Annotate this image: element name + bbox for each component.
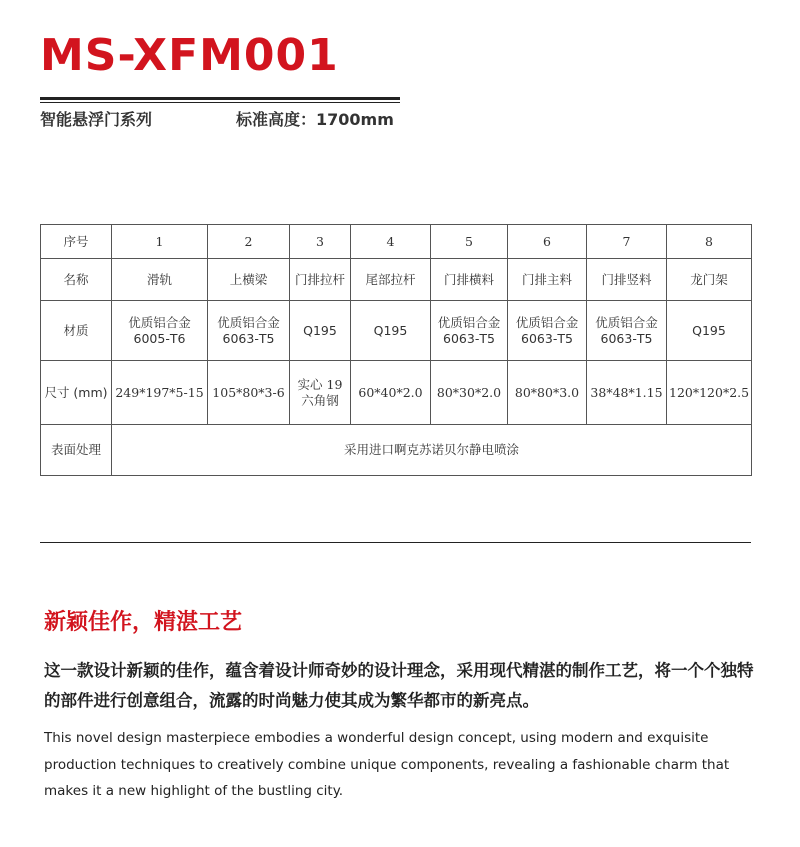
cell-number: 1	[112, 225, 208, 259]
row-header-number: 序号	[41, 225, 112, 259]
row-size	[41, 361, 752, 425]
cell-material: 优质铝合金 6063-T5	[508, 301, 587, 361]
cell-number: 4	[351, 225, 431, 259]
cell-number: 3	[290, 225, 351, 259]
cell-name: 门排拉杆	[290, 259, 351, 301]
description-english: This novel design masterpiece embodies a wonderful design concept, using modern and exquisite production techniques to creatively combine unique components, revealing a fashionable charm that makes it a new highlight of the bustling city.	[44, 730, 730, 799]
section-divider	[40, 542, 751, 543]
cell-number: 2	[208, 225, 290, 259]
cell-size: 80*30*2.0	[431, 361, 508, 425]
cell-name: 尾部拉杆	[351, 259, 431, 301]
cell-size: 249*197*5-15	[112, 361, 208, 425]
feature-slogan: 新颖佳作，精湛工艺	[44, 610, 243, 635]
title-underline-thick	[40, 97, 400, 100]
cell-material: Q195	[667, 301, 752, 361]
cell-material: 优质铝合金 6063-T5	[208, 301, 290, 361]
standard-height: 标准高度：1700mm	[236, 110, 394, 129]
cell-material: 优质铝合金 6005-T6	[112, 301, 208, 361]
cell-size: 38*48*1.15	[587, 361, 667, 425]
cell-name: 门排竖料	[587, 259, 667, 301]
title-underline-thin	[40, 102, 400, 103]
cell-size: 60*40*2.0	[351, 361, 431, 425]
spec-table	[40, 224, 752, 476]
row-name	[41, 259, 752, 301]
row-surface	[41, 425, 752, 476]
cell-number: 5	[431, 225, 508, 259]
product-subtitle	[40, 107, 394, 130]
cell-number: 8	[667, 225, 752, 259]
cell-name: 龙门架	[667, 259, 752, 301]
row-header-name: 名称	[41, 259, 112, 301]
cell-material: 优质铝合金 6063-T5	[587, 301, 667, 361]
row-header-material: 材质	[41, 301, 112, 361]
cell-material: Q195	[351, 301, 431, 361]
cell-number: 7	[587, 225, 667, 259]
cell-size: 80*80*3.0	[508, 361, 587, 425]
cell-number: 6	[508, 225, 587, 259]
cell-material: 优质铝合金 6063-T5	[431, 301, 508, 361]
cell-name: 滑轨	[112, 259, 208, 301]
cell-size: 105*80*3-6	[208, 361, 290, 425]
cell-name: 门排主料	[508, 259, 587, 301]
cell-name: 门排横料	[431, 259, 508, 301]
cell-name: 上横梁	[208, 259, 290, 301]
row-header-size: 尺寸 (mm)	[41, 361, 112, 425]
row-header-surface: 表面处理	[41, 425, 112, 476]
product-model-title: MS-XFM001	[40, 30, 339, 81]
row-number	[41, 225, 752, 259]
cell-surface-treatment: 采用进口啊克苏诺贝尔静电喷涂	[112, 425, 752, 476]
cell-material: Q195	[290, 301, 351, 361]
description-chinese: 这一款设计新颖的佳作，蕴含着设计师奇妙的设计理念，采用现代精湛的制作工艺，将一个个独特的部件进行创意组合，流露的时尚魅力使其成为繁华都市的新亮点。	[44, 661, 754, 710]
cell-size: 实心 19 六角钢	[290, 361, 351, 425]
cell-size: 120*120*2.5	[667, 361, 752, 425]
row-material	[41, 301, 752, 361]
series-name: 智能悬浮门系列	[40, 110, 153, 129]
